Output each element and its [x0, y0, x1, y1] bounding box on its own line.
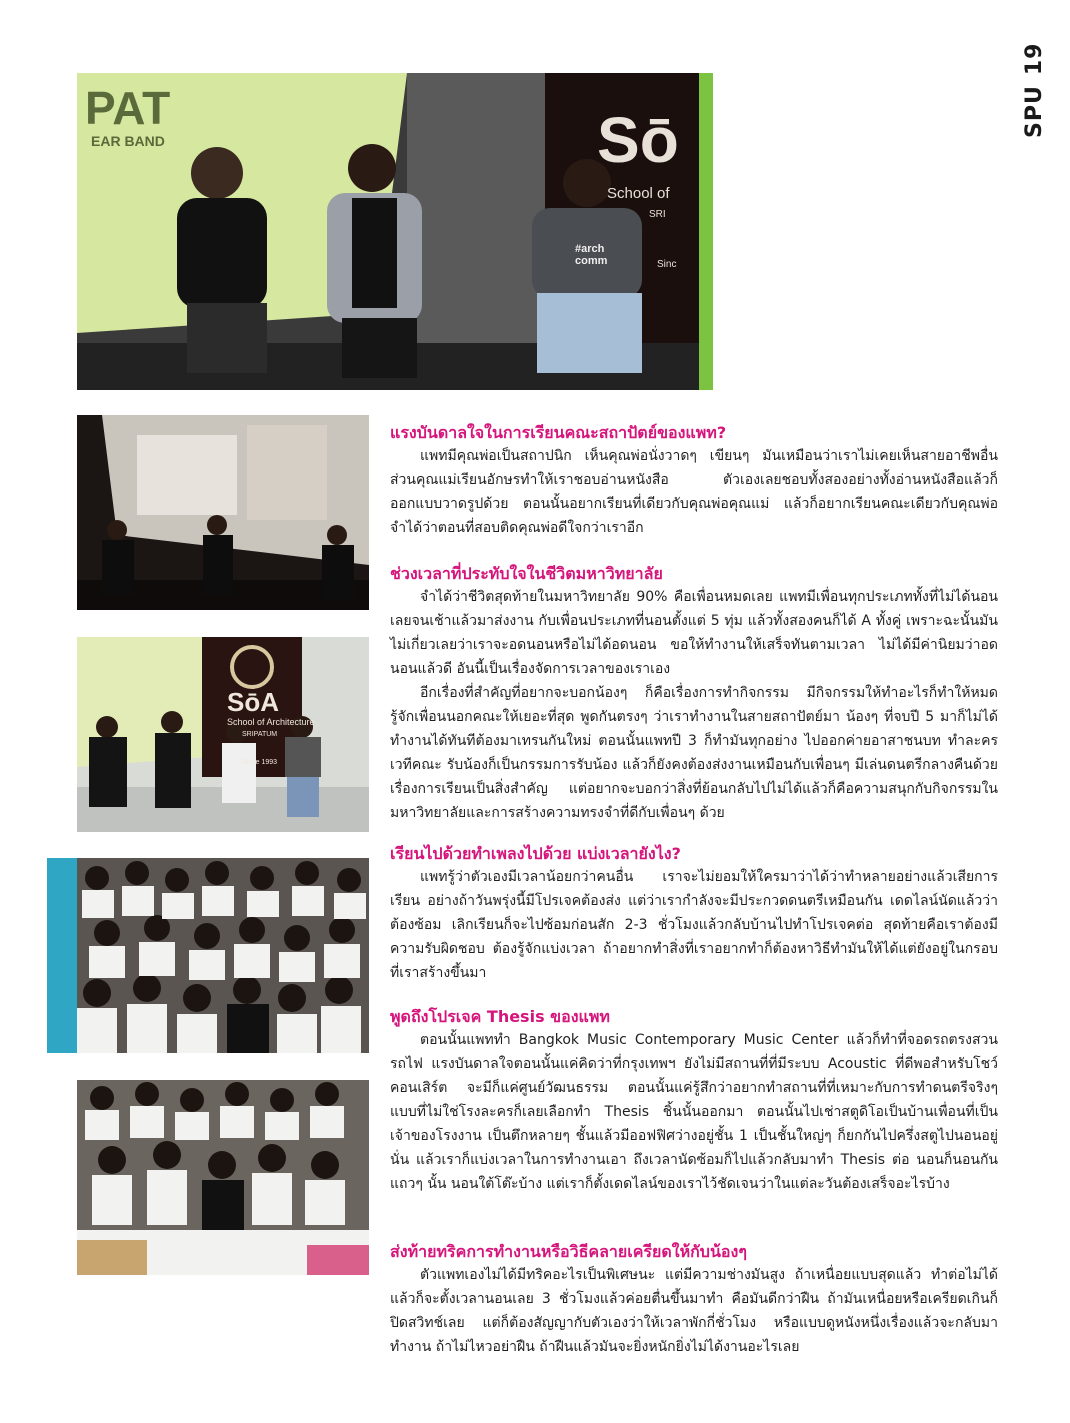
section-paragraph: แพทรู้ว่าตัวเองมีเวลาน้อยกว่าคนอื่น เราจะไม่ยอมให้ใครมาว่าได้ว่าทำหลายอย่างแล้วเสียการเรียน อย่างถ้าวันพรุ่งนี้มีโปรเจคต้องส่ง แต่ว่าเรากำลังจะมีประกวดดนตรีเหมือนกัน เดดไลน์นัดแล้วว่าต้องซ้อม เลิกเรียนก็จะไปซ้อมก่อนสัก 2-3 ชั่วโมงแล้วกลับบ้านไปทำโปรเจคต่อ สุดท้ายคือเราต้องมีความรับผิดชอบ ต้องรู้จักแบ่งเวลา ถ้าอยากทำสิ่งที่เราอยากทำก็ต้องหาวิธีทำมันให้ได้แต่ยังอยู่ในกรอบที่เราสร้างขึ้นมา — [390, 869, 998, 981]
section-heading: ช่วงเวลาที่ประทับใจในชีวิตมหาวิทยาลัย — [390, 564, 663, 583]
section-work-tips — [390, 1241, 998, 1359]
photo-crowd-students-1 — [77, 858, 369, 1053]
teal-accent-bar — [47, 858, 77, 1053]
crowd-1-illustration — [77, 858, 369, 1053]
soa-subtitle: School of Architecture — [227, 717, 315, 727]
photo-stage-talk — [77, 415, 369, 610]
page-number: 19 — [1022, 42, 1047, 76]
section-study-and-music — [390, 843, 998, 985]
shirt-text: #arch comm — [575, 243, 608, 267]
section-paragraph: ตอนนั้นแพททำ Bangkok Music Contemporary Music Center แล้วก็ทำที่จอดรถตรงสวนรถไฟ แรงบันดาลใจตอนนั้นแค่คิดว่าที่กรุงเทพฯ ยังไม่มีสถานที่ที่มีระบบ Acoustic ที่ดีพอสำหรับโชว์คอนเสิร์ต จะมีก็แค่ศูนย์วัฒนธรรม ตอนนั้นแค่รู้สึกว่าอยากทำสถานที่ที่เหมาะกับการทำดนตรีจริงๆ แบบที่ไม่ใช่โรงละครก็เลยเลือกทำ Thesis ชิ้นนั้นออกมา ตอนนั้นไปเช่าสตูดิโอเป็นบ้านเพื่อนที่เป็นเจ้าของโรงงาน เป็นตึกหลายๆ ชั้นแล้วมีออฟฟิศว่างอยู่ชั้น 1 เป็นชั้นใหญ่ๆ ก็ยกกันไปครึ่งสตูไปนอนอยู่นั่น แล้วเราก็แบ่งเวลาในการทำงานเอา ถึงเวลานัดซ้อมก็ไปแล้วกลับมาทำ Thesis ต่อ นอนก็นอนกันแถวๆ นั้น นอนใต้โต๊ะบ้าง แต่เราก็ตั้งเดดไลน์ของเราไว้ชัดเจนว่าในแต่ละวันต้องเสร็จอะไรบ้าง — [390, 1032, 998, 1192]
banner-since: Sinc — [657, 259, 677, 270]
page-header-text — [1022, 43, 1047, 138]
section-thesis — [390, 1006, 998, 1196]
band-performance-illustration — [77, 637, 369, 832]
section-paragraph: ตัวแพทเองไม่ได้มีทริคอะไรเป็นพิเศษนะ แต่มีความช่างมันสูง ถ้าเหนื่อยแบบสุดแล้ว ทำต่อไม่ได้แล้วก็จะตั้งเวลานอนเลย 3 ชั่วโมงแล้วค่อยตื่นขึ้นมาทำ คือมันดีกว่าฝืน ถ้ามันเหนื่อยหรือเครียดเกินก็ปิดสวิทช์เลย แต่ก็ต้องสัญญากับตัวเองว่าให้เวลาพักกี่ชั่วโมง หรือแบบดูหนังหนึ่งเรื่องแล้วจะกลับมาทำงาน ถ้าไม่ไหวอย่าฝืน ถ้าฝืนแล้วมันจะยิ่งหนักยิ่งไม่ได้งานอะไรเลย — [390, 1267, 998, 1355]
stage-talk-illustration — [77, 415, 369, 610]
soa-since: Since 1993 — [242, 759, 278, 766]
screen-text: PAT — [85, 82, 171, 134]
section-paragraph: จำได้ว่าชีวิตสุดท้ายในมหาวิทยาลัย 90% คือเพื่อนหมดเลย แพทมีเพื่อนทุกประเภททั้งที่ไม่ได้นอนเลยจนเช้าแล้วมาส่งงาน กับเพื่อนประเภทที่นอนตั้งแต่ 5 ทุ่ม แล้วทั้งสองคนก็ได้ A ทั้งคู่ เพราะฉะนั้นมันไม่เกี่ยวเลยว่าเราจะอดนอนหรือไม่ได้อดนอน ขอให้ทำงานให้เสร็จทันตามเวลา ไม่ได้มีค่านิยมว่าอดนอนแล้วดี อันนี้เป็นเรื่องจัดการเวลาของเราเอง — [390, 589, 998, 677]
screen-subtext: EAR BAND — [91, 133, 165, 149]
soa-logo: SōA — [227, 687, 279, 717]
section-university-memories — [390, 563, 998, 825]
banner-subtitle: School of — [607, 185, 670, 202]
soa-place: SRIPATUM — [242, 731, 278, 738]
section-heading: ส่งท้ายทริคการทำงานหรือวิธีคลายเครียดให้กับน้องๆ — [390, 1242, 747, 1261]
section-paragraph: อีกเรื่องที่สำคัญที่อยากจะบอกน้องๆ ก็คือเรื่องการทำกิจกรรม มีกิจกรรมให้ทำอะไรก็ทำให้หมด รู้จักเพื่อนนอกคณะให้เยอะที่สุด พูดกันตรงๆ ว่าเราทำงานในสายสถาปัตย์มา น้องๆ ที่จบปี 5 มาก็ไม่ได้ทำงานได้ทันทีต้องมาเทรนกันใหม่ ตอนนั้นแพทปี 3 ก็ทำมันทุกอย่าง ไปออกค่ายอาสาชนบท ทำละครเวทีคณะ รับน้องก็เป็นกรรมการรับน้อง แล้วก็ยังคงต้องส่งงานเหมือนกับเพื่อนๆ มีเล่นดนตรีกลางคืนด้วย เรื่องการเรียนเป็นสิ่งสำคัญ แต่อยากจะบอกว่าสิ่งที่ย้อนกลับไปไม่ได้แล้วก็คือความสนุกกับกิจกรรมในมหาวิทยาลัยและการสร้างความทรงจำที่ดีกับเพื่อนๆ ด้วย — [390, 685, 998, 821]
section-heading: พูดถึงโปรเจค Thesis ของแพท — [390, 1007, 610, 1026]
photo-panel-talk — [77, 73, 699, 390]
brand-logo: SPU — [1022, 85, 1047, 138]
photo-band-performance — [77, 637, 369, 832]
green-accent-bar — [699, 73, 713, 390]
section-inspiration — [390, 422, 998, 540]
banner-subtitle-2: SRI — [649, 209, 666, 220]
banner-logo: Sō — [597, 104, 679, 176]
section-paragraph: แพทมีคุณพ่อเป็นสถาปนิก เห็นคุณพ่อนั่งวาดๆ เขียนๆ มันเหมือนว่าเราไม่เคยเห็นสายอาชีพอื่น ส่วนคุณแม่เรียนอักษรทำให้เราชอบอ่านหนังสือ ตัวเองเลยชอบทั้งสองอย่างทั้งอ่านหนังสือแล้วก็ออกแบบวาดรูปด้วย ตอนนั้นอยากเรียนที่เดียวกับคุณพ่อคุณแม่ แล้วก็อยากเรียนคณะเดียวกับคุณพ่อ จำได้ว่าตอนที่สอบติดคุณพ่อดีใจกว่าเราอีก — [390, 448, 998, 536]
photo-crowd-students-2 — [77, 1080, 369, 1275]
page-header — [1016, 42, 1056, 148]
section-heading: แรงบันดาลใจในการเรียนคณะสถาปัตย์ของแพท? — [390, 423, 727, 442]
crowd-2-illustration — [77, 1080, 369, 1275]
section-heading: เรียนไปด้วยทำเพลงไปด้วย แบ่งเวลายังไง? — [390, 844, 681, 863]
